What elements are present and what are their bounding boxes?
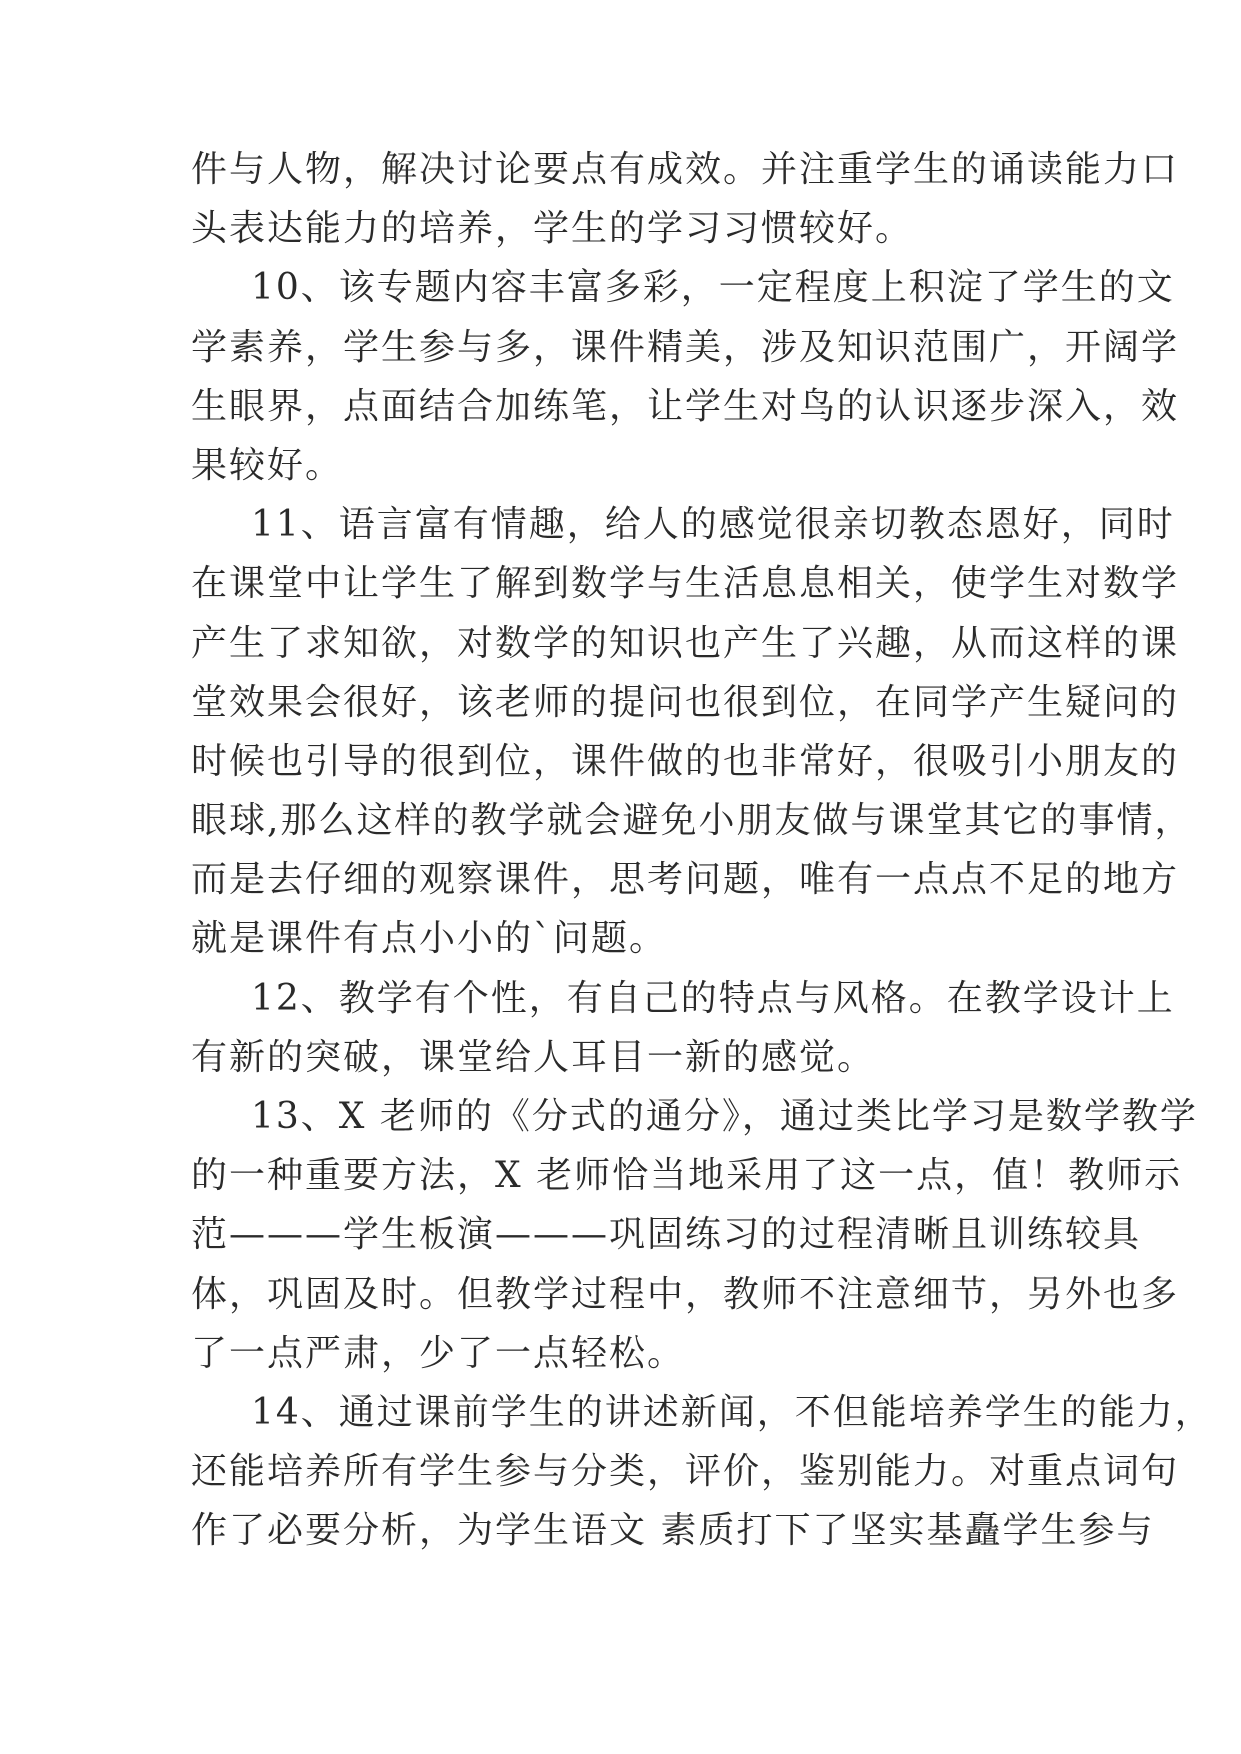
text-line: 就是课件有点小小的`问题。 (191, 918, 668, 960)
paragraph-14 (191, 1383, 1213, 1561)
text-line: 14、通过课前学生的讲述新闻，不但能培养学生的能力， (251, 1391, 1213, 1433)
text-line: 作了必要分析，为学生语文 素质打下了坚实基矗学生参与 (191, 1510, 1155, 1552)
text-line: 12、教学有个性，有自己的特点与风格。在教学设计上 (251, 977, 1175, 1019)
text-line: 有新的突破，课堂给人耳目一新的感觉。 (191, 1036, 876, 1078)
text-line: 产生了求知欲，对数学的知识也产生了兴趣，从而这样的课 (191, 622, 1180, 664)
text-line: 眼球,那么这样的教学就会避免小朋友做与课堂其它的事情， (191, 800, 1193, 842)
text-line: 件与人物，解决讨论要点有成效。并注重学生的诵读能力口 (191, 149, 1180, 190)
document-body (191, 140, 1213, 1561)
text-line: 10、该专题内容丰富多彩，一定程度上积淀了学生的文 (251, 267, 1175, 309)
text-line: 头表达能力的培养，学生的学习习惯较好。 (191, 208, 914, 250)
text-line: 时候也引导的很到位，课件做的也非常好，很吸引小朋友的 (191, 740, 1180, 782)
text-line: 学素养，学生参与多，课件精美，涉及知识范围广，开阔学 (191, 326, 1180, 368)
text-line: 了一点严肃，少了一点轻松。 (191, 1332, 686, 1374)
text-line: 13、X 老师的《分式的通分》，通过类比学习是数学教学 (251, 1096, 1198, 1137)
text-line: 在课堂中让学生了解到数学与生活息息相关，使学生对数学 (191, 563, 1180, 605)
paragraph-11 (191, 495, 1193, 969)
text-line: 堂效果会很好，该老师的提问也很到位，在同学产生疑问的 (191, 681, 1180, 723)
paragraph-9-continuation (191, 140, 1180, 258)
paragraph-10 (191, 258, 1180, 495)
text-line: 的一种重要方法，X 老师恰当地采用了这一点，值！教师示 (191, 1155, 1183, 1197)
text-line: 果较好。 (191, 444, 344, 486)
text-line: 11、语言富有情趣，给人的感觉很亲切教态恩好，同时 (251, 504, 1175, 546)
text-line: 体，巩固及时。但教学过程中，教师不注意细节，另外也多 (191, 1273, 1180, 1315)
paragraph-13 (191, 1087, 1198, 1383)
text-line: 生眼界，点面结合加练笔，让学生对鸟的认识逐步深入，效 (191, 385, 1180, 427)
paragraph-12 (191, 969, 1175, 1087)
text-line: 还能培养所有学生参与分类，评价，鉴别能力。对重点词句 (191, 1451, 1180, 1493)
text-line: 范———学生板演———巩固练习的过程清晰且训练较具 (191, 1214, 1142, 1256)
text-line: 而是去仔细的观察课件，思考问题，唯有一点点不足的地方 (191, 859, 1180, 901)
